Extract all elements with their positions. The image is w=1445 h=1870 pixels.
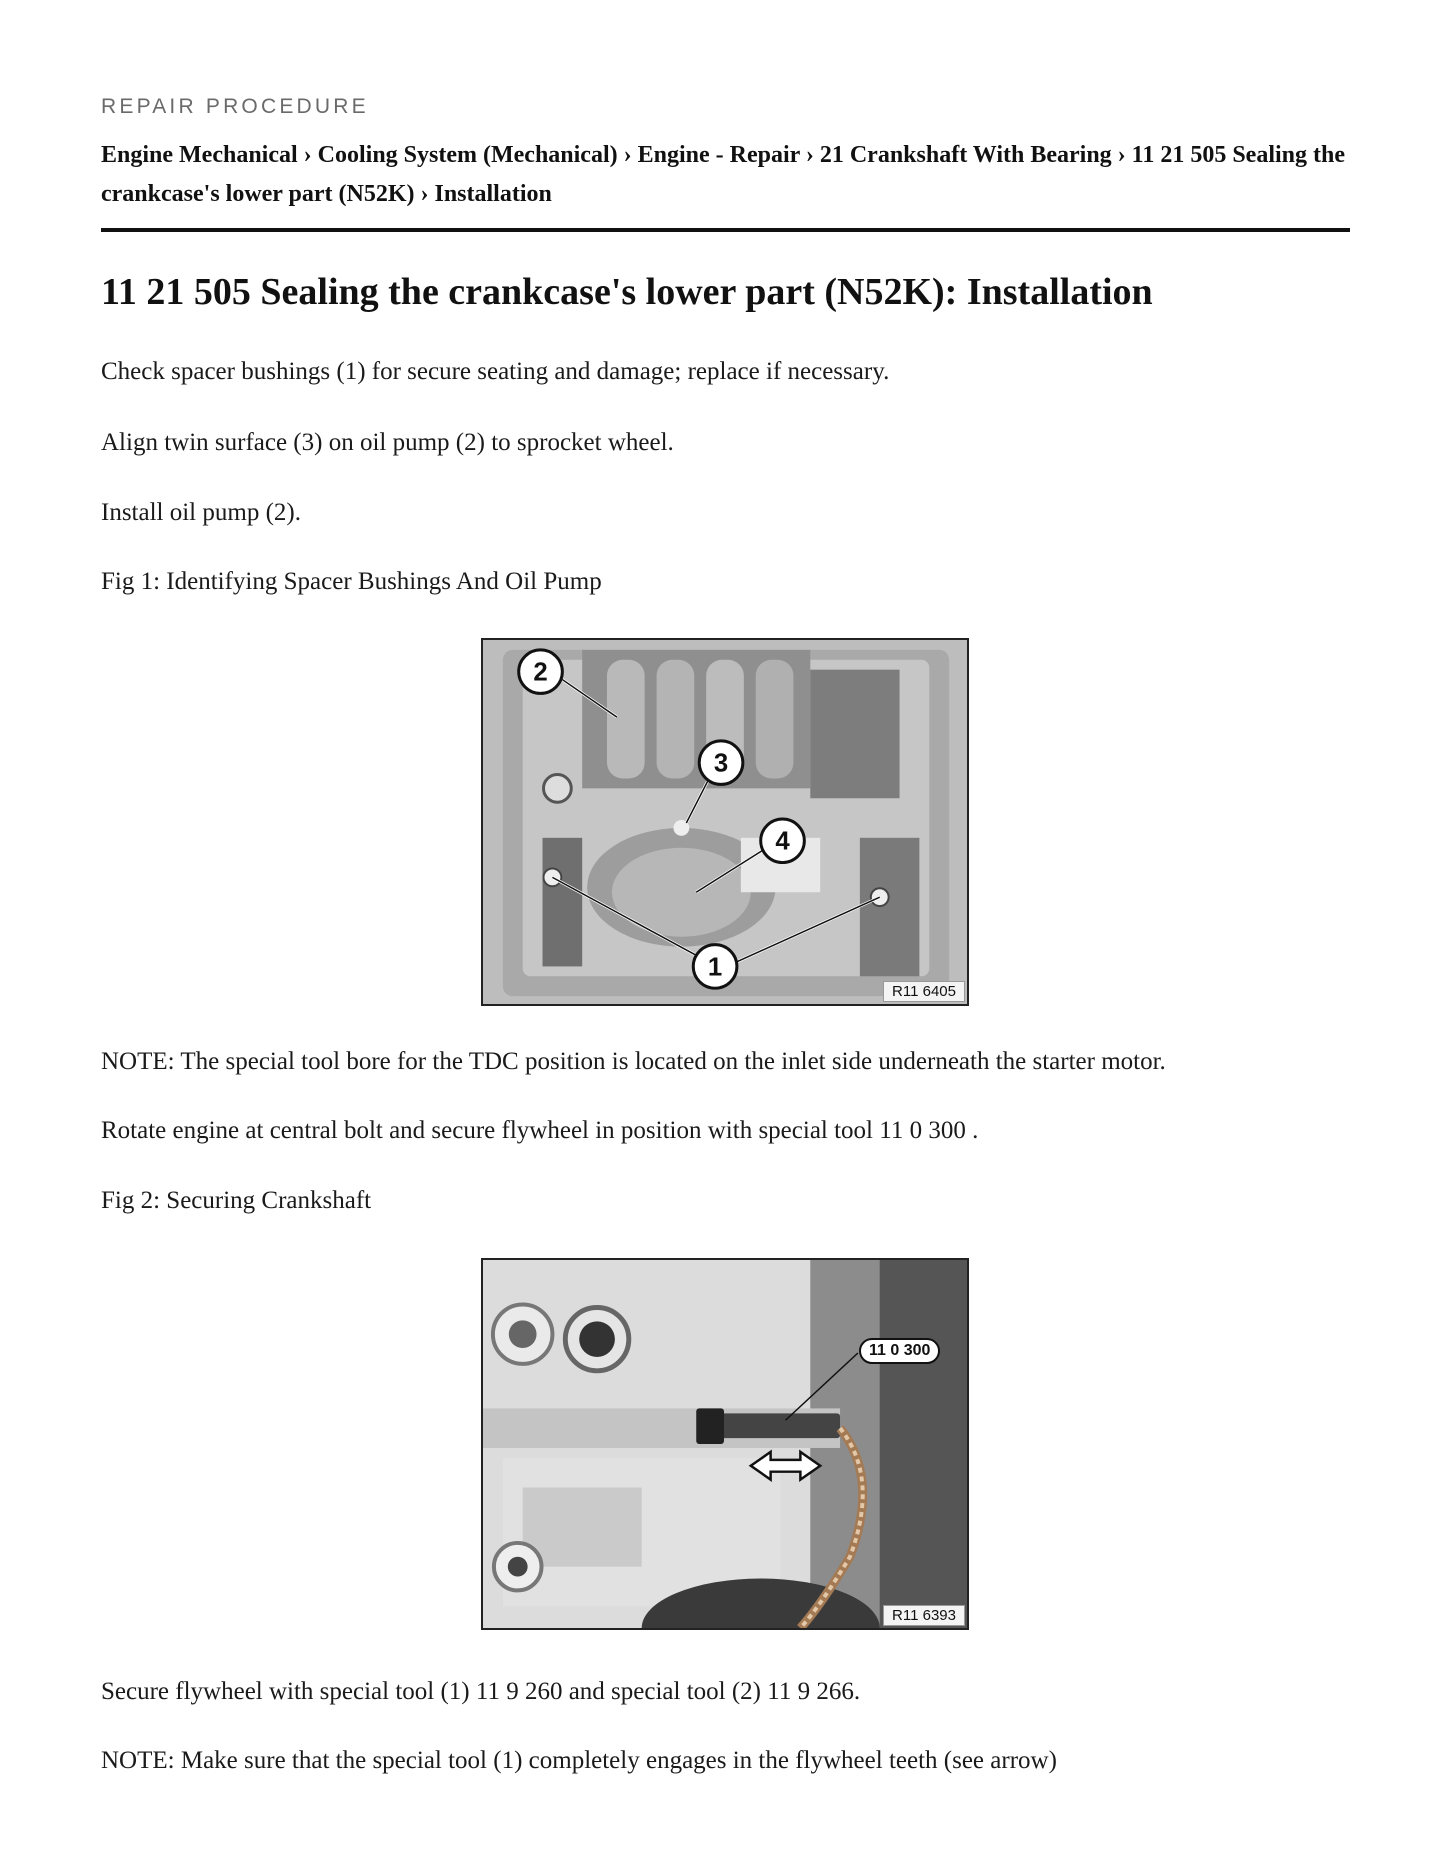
- callout-label-3: 3: [713, 749, 729, 778]
- breadcrumb: Engine Mechanical › Cooling System (Mechanical) › Engine - Repair › 21 Crankshaft With Bearing › 11 21 505 Sealing the crankcase's lower part (N52K) › Installation: [101, 142, 1346, 207]
- note-tdc-bore: NOTE: The special tool bore for the TDC position is located on the inlet side underneath the starter motor.: [101, 1048, 1166, 1075]
- engine-illustration-2: [483, 1260, 967, 1628]
- figure-2-reference: R11 6393: [883, 1605, 965, 1626]
- figure-1-oil-pump-image: [481, 638, 969, 1006]
- callout-label-1: 1: [707, 953, 723, 982]
- page-title: 11 21 505 Sealing the crankcase's lower part (N52K): Installation: [101, 271, 1153, 313]
- instruction-check-bushings: Check spacer bushings (1) for secure seating and damage; replace if necessary.: [101, 358, 890, 385]
- engine-illustration-1: [483, 640, 967, 1004]
- callout-label-2: 2: [533, 658, 548, 687]
- callout-label-4: 4: [775, 827, 790, 856]
- instruction-align-surface: Align twin surface (3) on oil pump (2) to sprocket wheel.: [101, 429, 674, 456]
- section-kicker: REPAIR PROCEDURE: [101, 95, 369, 118]
- header-divider: [101, 228, 1350, 232]
- instruction-secure-flywheel: Secure flywheel with special tool (1) 11 9 260 and special tool (2) 11 9 266.: [101, 1678, 861, 1705]
- instruction-rotate-engine: Rotate engine at central bolt and secure flywheel in position with special tool 11 0 300 .: [101, 1117, 979, 1144]
- figure-1-caption: Fig 1: Identifying Spacer Bushings And Oil Pump: [101, 568, 602, 595]
- figure-2-caption: Fig 2: Securing Crankshaft: [101, 1187, 372, 1214]
- note-flywheel-teeth: NOTE: Make sure that the special tool (1) completely engages in the flywheel teeth (see arrow): [101, 1747, 1057, 1774]
- tool-callout-tag: 11 0 300: [859, 1338, 940, 1364]
- figure-2-crankshaft-image: [481, 1258, 969, 1630]
- instruction-install-pump: Install oil pump (2).: [101, 499, 301, 526]
- figure-1-reference: R11 6405: [883, 981, 965, 1002]
